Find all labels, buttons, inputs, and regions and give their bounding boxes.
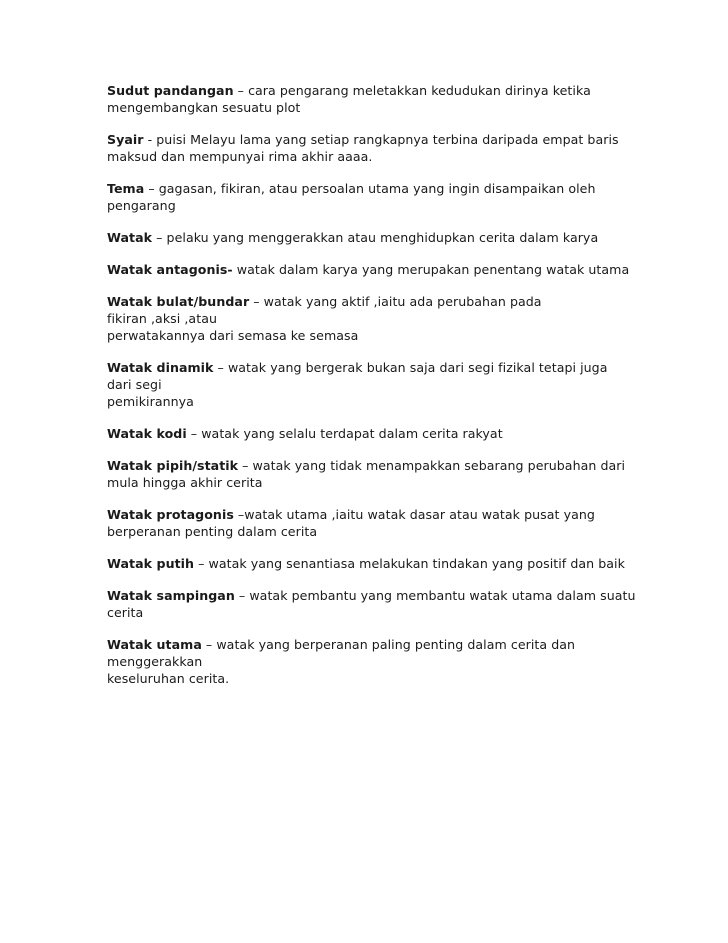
entry-line: cerita [107, 605, 144, 620]
glossary-entry-watak-antagonis [107, 261, 647, 278]
entry-definition: watak dalam karya yang merupakan penentang watak utama [232, 262, 630, 277]
entry-definition: - puisi Melayu lama yang setiap rangkapnya terbina daripada empat baris [143, 132, 619, 147]
entry-term: Watak sampingan [107, 588, 235, 603]
entry-term: Watak utama [107, 637, 202, 652]
entry-definition: – watak yang aktif ,iaitu ada perubahan pada [249, 294, 542, 309]
glossary-entry-watak [107, 229, 647, 246]
glossary-entry-watak-bulat-bundar [107, 293, 647, 344]
entry-line [107, 457, 647, 474]
entry-line [107, 587, 647, 604]
entry-definition: – watak yang tidak menampakkan sebarang perubahan dari [238, 458, 626, 473]
entry-definition: – watak yang bergerak bukan saja dari segi fizikal tetapi juga [213, 360, 608, 375]
glossary-entry-watak-kodi [107, 425, 647, 442]
glossary-entry-watak-protagonis [107, 506, 647, 540]
entry-term: Sudut pandangan [107, 83, 234, 98]
entry-definition: – gagasan, fikiran, atau persoalan utama yang ingin disampaikan oleh [144, 181, 596, 196]
glossary-entry-sudut-pandangan [107, 82, 647, 116]
entry-term: Syair [107, 132, 144, 147]
entry-line [107, 359, 647, 376]
entry-term: Watak pipih/statik [107, 458, 239, 473]
entry-line [107, 131, 647, 148]
entry-line [107, 82, 647, 99]
glossary-entry-syair [107, 131, 647, 165]
glossary-entry-watak-utama [107, 636, 647, 687]
entry-definition: – watak yang selalu terdapat dalam cerita rakyat [186, 426, 503, 441]
entry-definition: – pelaku yang menggerakkan atau menghidupkan cerita dalam karya [152, 230, 599, 245]
entry-line [107, 555, 647, 572]
glossary-entry-tema [107, 180, 647, 214]
entry-line: maksud dan mempunyai rima akhir aaaa. [107, 149, 373, 164]
glossary-entry-watak-sampingan [107, 587, 647, 621]
entry-term: Watak antagonis- [107, 262, 233, 277]
entry-line: mengembangkan sesuatu plot [107, 100, 301, 115]
glossary-entry-watak-dinamik [107, 359, 647, 410]
entry-definition: – watak pembantu yang membantu watak utama dalam suatu [234, 588, 636, 603]
entry-term: Tema [107, 181, 145, 196]
glossary-document [107, 82, 647, 702]
entry-line [107, 229, 647, 246]
entry-definition: – watak yang senantiasa melakukan tindakan yang positif dan baik [194, 556, 625, 571]
entry-line: dari segi [107, 377, 162, 392]
entry-line: mula hingga akhir cerita [107, 475, 263, 490]
entry-definition: – cara pengarang meletakkan kedudukan dirinya ketika [233, 83, 591, 98]
entry-definition: – watak yang berperanan paling penting dalam cerita dan [201, 637, 576, 652]
entry-line: fikiran ,aksi ,atau [107, 311, 217, 326]
entry-line [107, 180, 647, 197]
glossary-entry-watak-putih [107, 555, 647, 572]
entry-line: perwatakannya dari semasa ke semasa [107, 328, 359, 343]
glossary-entry-watak-pipih-statik [107, 457, 647, 491]
entry-term: Watak putih [107, 556, 195, 571]
entry-line: pemikirannya [107, 394, 194, 409]
entry-line [107, 636, 647, 653]
entry-line [107, 425, 647, 442]
entry-line: pengarang [107, 198, 176, 213]
entry-line [107, 506, 647, 523]
entry-line [107, 293, 647, 310]
entry-line: keseluruhan cerita. [107, 671, 230, 686]
entry-line: berperanan penting dalam cerita [107, 524, 318, 539]
entry-line [107, 261, 647, 278]
entry-term: Watak kodi [107, 426, 187, 441]
entry-line: menggerakkan [107, 654, 203, 669]
entry-term: Watak protagonis [107, 507, 234, 522]
entry-term: Watak dinamik [107, 360, 214, 375]
entry-definition: –watak utama ,iaitu watak dasar atau watak pusat yang [233, 507, 595, 522]
entry-term: Watak bulat/bundar [107, 294, 250, 309]
entry-term: Watak [107, 230, 153, 245]
